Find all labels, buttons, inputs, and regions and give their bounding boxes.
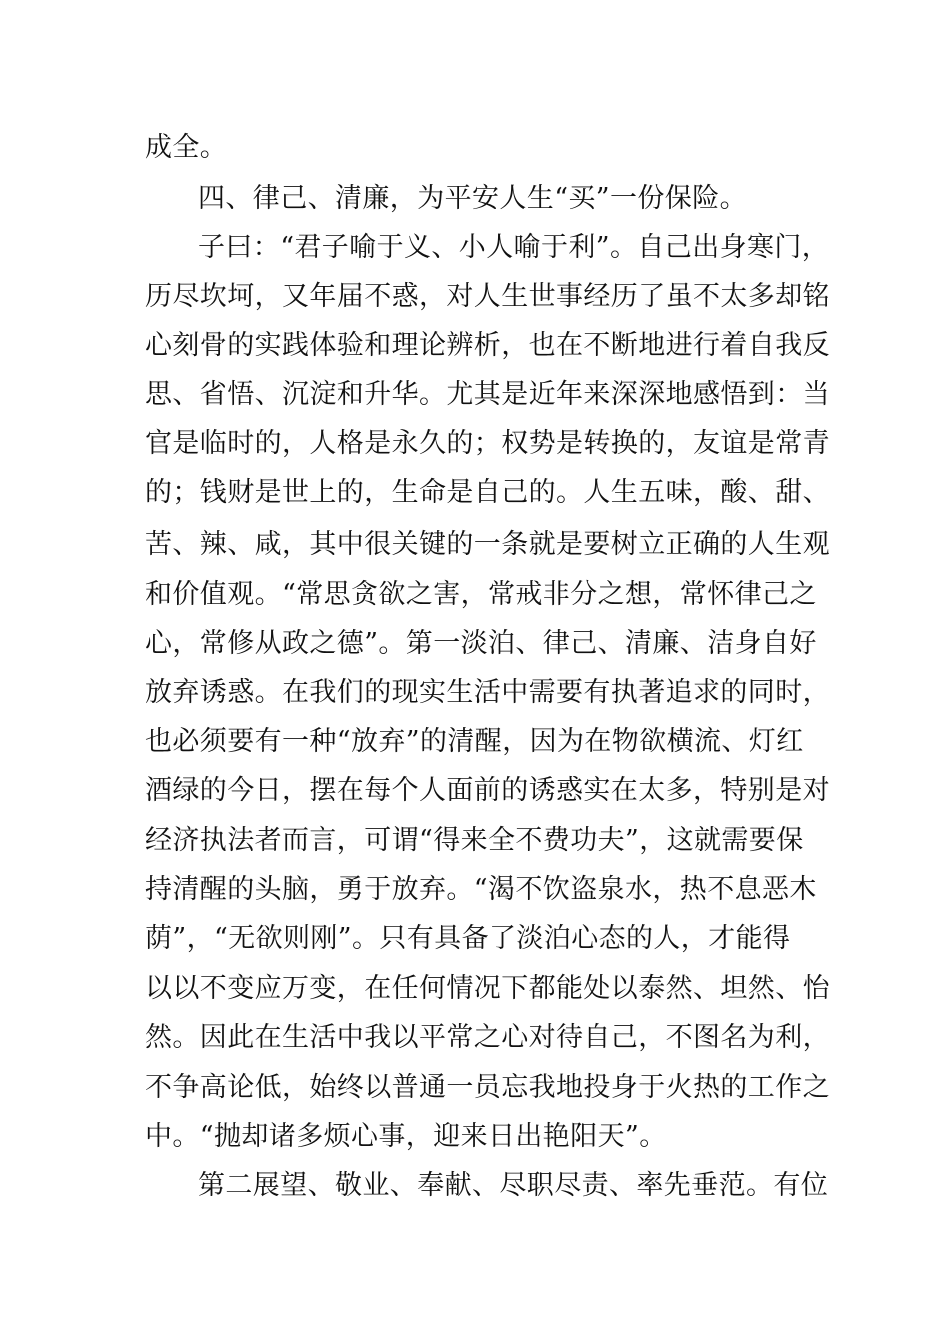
text-line: 荫”，“无欲则刚”。只有具备了淡泊心态的人，才能得: [145, 923, 791, 954]
text-line: 中。“抛却诸多烦心事，迎来日出艳阳天”。: [145, 1121, 667, 1152]
text-line: 思、省悟、沉淀和升华。尤其是近年来深深地感悟到：当: [145, 379, 830, 410]
text-line: 不争高论低，始终以普通一员忘我地投身于火热的工作之: [145, 1072, 830, 1103]
text-line: 苦、辣、咸，其中很关键的一条就是要树立正确的人生观: [145, 529, 830, 560]
text-line: 第二展望、敬业、奉献、尽职尽责、率先垂范。有位: [198, 1170, 829, 1201]
text-line: 持清醒的头脑，勇于放弃。“渴不饮盗泉水，热不息恶木: [145, 874, 817, 905]
text-line: 的；钱财是世上的，生命是自己的。人生五味，酸、甜、: [145, 477, 830, 508]
text-line: 心，常修从政之德”。第一淡泊、律己、清廉、洁身自好: [145, 628, 817, 659]
text-line: 和价值观。“常思贪欲之害，常戒非分之想，常怀律己之: [145, 579, 817, 610]
section-heading: 四、律己、清廉，为平安人生“买”一份保险。: [198, 183, 748, 214]
text-line: 官是临时的，人格是永久的；权势是转换的，友谊是常青: [145, 428, 830, 459]
text-line: 然。因此在生活中我以平常之心对待自己，不图名为利，: [145, 1022, 830, 1053]
text-line: 心刻骨的实践体验和理论辨析，也在不断地进行着自我反: [145, 330, 830, 361]
text-line: 成全。: [145, 132, 228, 163]
text-line: 酒绿的今日，摆在每个人面前的诱惑实在太多，特别是对: [145, 775, 830, 806]
text-line: 历尽坎坷，又年届不惑，对人生世事经历了虽不太多却铭: [145, 281, 830, 312]
text-line: 经济执法者而言，可谓“得来全不费功夫”，这就需要保: [145, 825, 804, 856]
text-line: 子曰：“君子喻于义、小人喻于利”。自己出身寒门，: [198, 232, 830, 263]
text-line: 放弃诱惑。在我们的现实生活中需要有执著追求的同时，: [145, 677, 830, 708]
text-line: 也必须要有一种“放弃”的清醒，因为在物欲横流、灯红: [145, 726, 804, 757]
text-line: 以以不变应万变，在任何情况下都能处以泰然、坦然、怡: [145, 973, 830, 1004]
